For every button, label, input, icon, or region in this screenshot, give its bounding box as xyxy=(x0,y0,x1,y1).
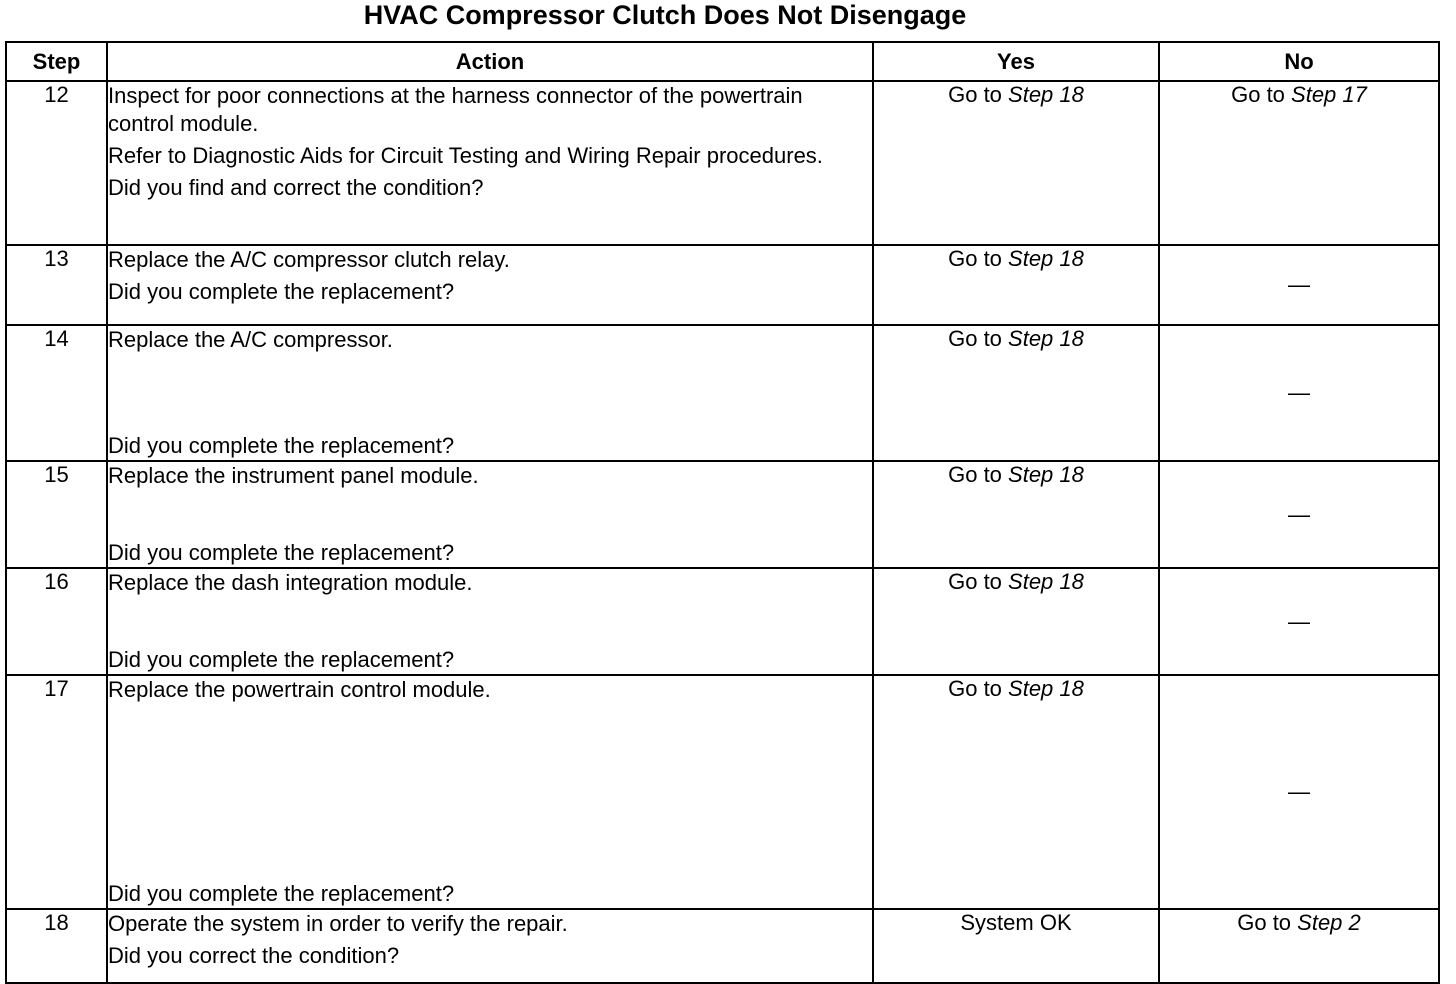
table-row xyxy=(6,245,1439,325)
step-number: 13 xyxy=(6,245,107,325)
action-line: Replace the instrument panel module. xyxy=(108,463,479,488)
step-number: 16 xyxy=(6,568,107,675)
action-question: Did you complete the replacement? xyxy=(108,433,455,458)
action-cell xyxy=(107,81,873,245)
table-row xyxy=(6,675,1439,909)
step-reference: Step 17 xyxy=(1291,82,1367,107)
no-cell: Go to Step 2 xyxy=(1159,909,1439,983)
action-question: Did you complete the replacement? xyxy=(108,647,455,672)
step-number: 17 xyxy=(6,675,107,909)
step-number: 12 xyxy=(6,81,107,245)
action-line: Refer to Diagnostic Aids for Circuit Testing and Wiring Repair procedures. xyxy=(108,143,823,168)
action-question: Did you complete the replacement? xyxy=(108,540,455,565)
yes-cell: Go to Step 18 xyxy=(873,325,1159,461)
header-row xyxy=(6,42,1439,81)
action-line: Replace the A/C compressor. xyxy=(108,327,393,352)
table-row xyxy=(6,909,1439,983)
step-number: 15 xyxy=(6,461,107,568)
no-cell: — xyxy=(1159,325,1439,461)
action-line: Replace the A/C compressor clutch relay. xyxy=(108,247,510,272)
step-reference: Step 18 xyxy=(1008,82,1084,107)
table-row xyxy=(6,568,1439,675)
diagnostic-table xyxy=(5,41,1440,984)
table-row xyxy=(6,81,1439,245)
step-reference: Step 18 xyxy=(1008,676,1084,701)
action-question: Did you complete the replacement? xyxy=(108,279,455,304)
step-reference: Step 18 xyxy=(1008,246,1084,271)
table-row xyxy=(6,325,1439,461)
yes-cell: Go to Step 18 xyxy=(873,568,1159,675)
action-cell xyxy=(107,568,873,675)
no-cell: — xyxy=(1159,568,1439,675)
action-cell xyxy=(107,461,873,568)
yes-cell: Go to Step 18 xyxy=(873,461,1159,568)
yes-cell: System OK xyxy=(873,909,1159,983)
step-number: 14 xyxy=(6,325,107,461)
action-line: Replace the dash integration module. xyxy=(108,570,473,595)
no-cell: Go to Step 17 xyxy=(1159,81,1439,245)
action-line: Operate the system in order to verify the repair. xyxy=(108,911,568,936)
step-number: 18 xyxy=(6,909,107,983)
step-reference: Step 18 xyxy=(1008,326,1084,351)
action-line: Inspect for poor connections at the harness connector of the powertrain control module. xyxy=(108,83,803,136)
header-step: Step xyxy=(6,42,107,81)
action-line: Replace the powertrain control module. xyxy=(108,677,491,702)
header-no: No xyxy=(1159,42,1439,81)
action-cell xyxy=(107,325,873,461)
step-reference: Step 18 xyxy=(1008,569,1084,594)
header-yes: Yes xyxy=(873,42,1159,81)
step-reference: Step 2 xyxy=(1297,910,1361,935)
no-cell: — xyxy=(1159,245,1439,325)
no-cell: — xyxy=(1159,675,1439,909)
action-question: Did you complete the replacement? xyxy=(108,881,455,906)
action-cell xyxy=(107,245,873,325)
action-question: Did you find and correct the condition? xyxy=(108,175,484,200)
yes-cell: Go to Step 18 xyxy=(873,245,1159,325)
yes-cell: Go to Step 18 xyxy=(873,81,1159,245)
no-cell: — xyxy=(1159,461,1439,568)
action-cell xyxy=(107,909,873,983)
yes-cell: Go to Step 18 xyxy=(873,675,1159,909)
page-title: HVAC Compressor Clutch Does Not Disengage xyxy=(363,0,967,30)
table-row xyxy=(6,461,1439,568)
action-cell xyxy=(107,675,873,909)
action-question: Did you correct the condition? xyxy=(108,943,400,968)
step-reference: Step 18 xyxy=(1008,462,1084,487)
header-action: Action xyxy=(107,42,873,81)
